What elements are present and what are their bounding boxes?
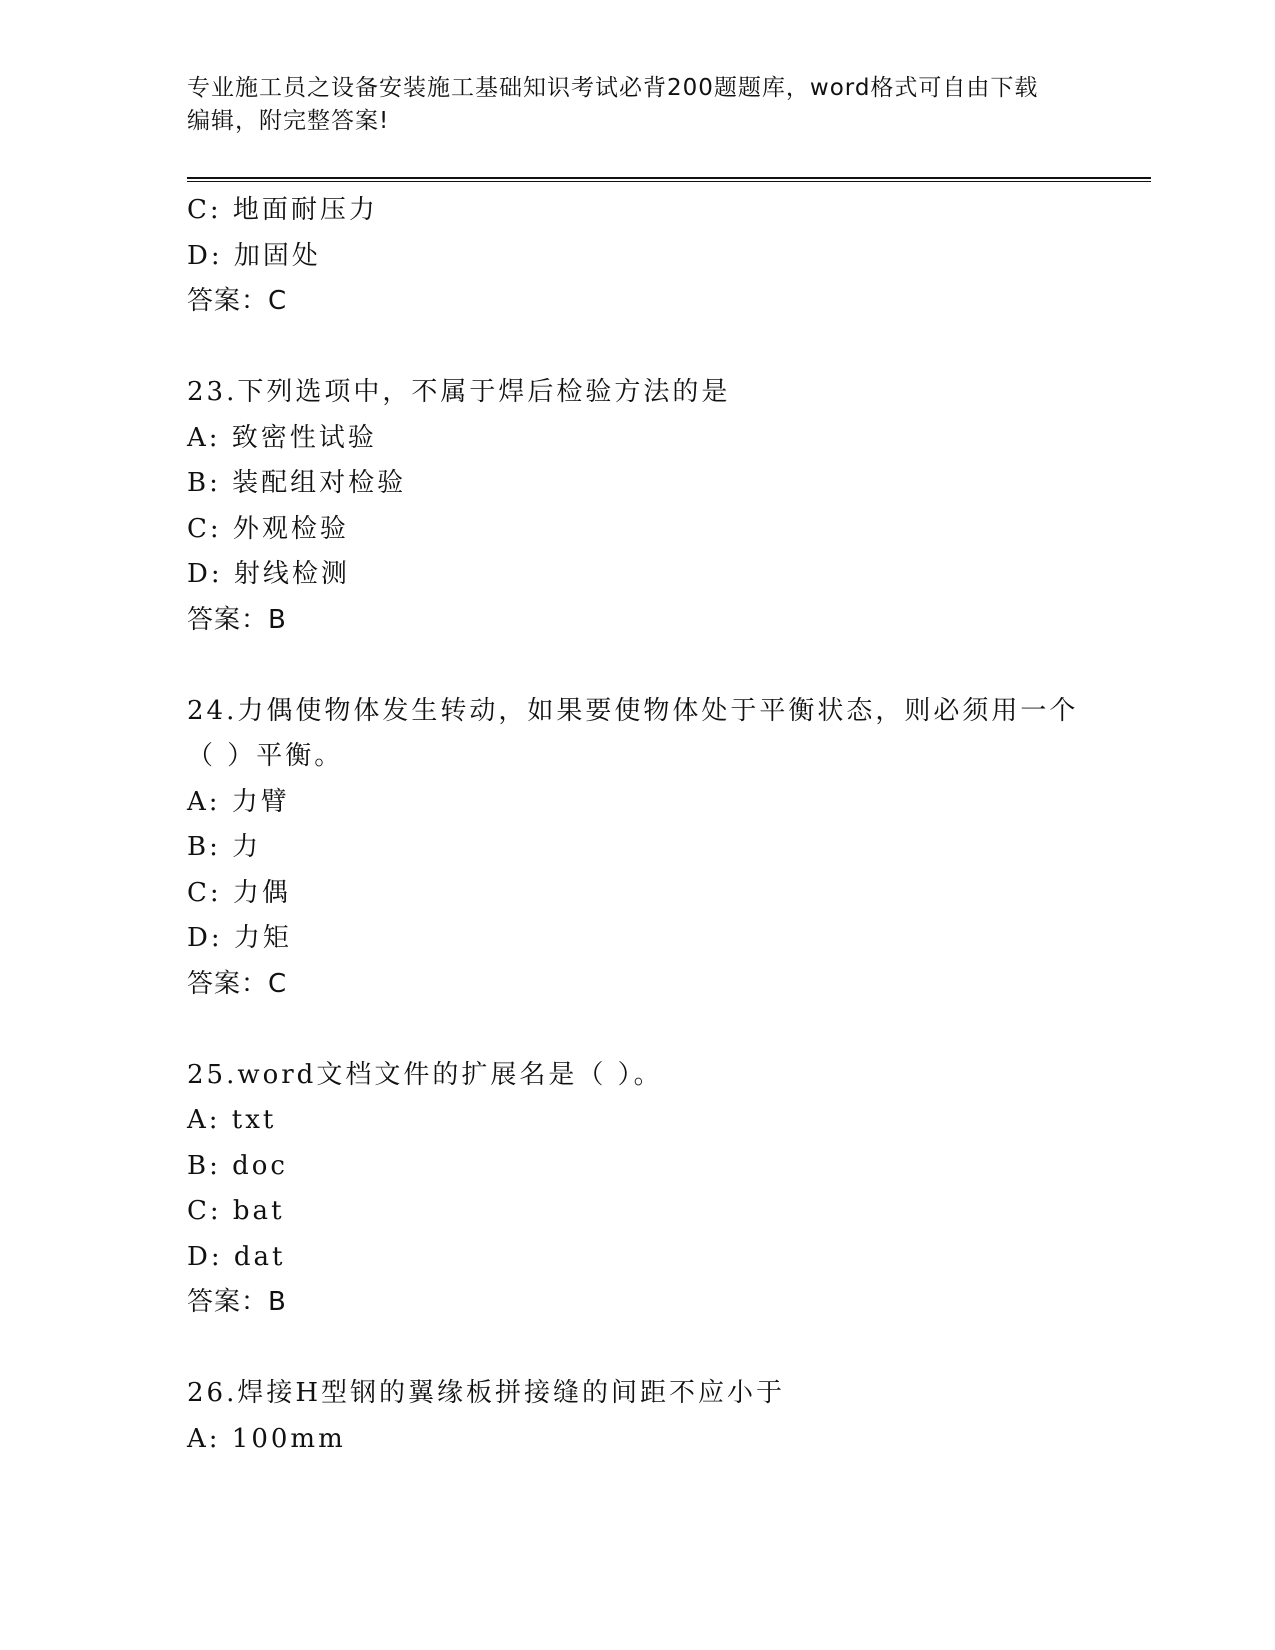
answer-line: 答案：C: [187, 968, 288, 999]
option-item: A: 100mm: [187, 1423, 346, 1454]
option-item: B: 装配组对检验: [187, 468, 407, 498]
question-block: [187, 370, 1107, 643]
option-item: C: 地面耐压力: [187, 195, 378, 225]
question-stem: 26.焊接H型钢的翼缘板拼接缝的间距不应小于: [187, 1378, 786, 1408]
option-item: A: 力臂: [187, 786, 290, 817]
option-item: D: dat: [187, 1241, 286, 1272]
document-header: [187, 72, 1087, 138]
question-stem-continued: （ ）平衡。: [187, 741, 344, 771]
option-item: D: 射线检测: [187, 559, 350, 589]
question-stem: 24.力偶使物体发生转动，如果要使物体处于平衡状态，则必须用一个: [187, 695, 1079, 726]
question-block: [187, 1371, 1107, 1462]
question-block: [187, 689, 1107, 1008]
option-item: D: 加固处: [187, 240, 321, 271]
option-item: C: bat: [187, 1196, 285, 1226]
spacer: [187, 325, 1107, 371]
option-item: C: 力偶: [187, 877, 291, 908]
question-stem: 23.下列选项中，不属于焊后检验方法的是: [187, 377, 731, 407]
option-item: B: 力: [187, 832, 262, 862]
header-rule-thin: [187, 181, 1151, 182]
answer-line: 答案：C: [187, 286, 288, 316]
header-line-1: 专业施工员之设备安装施工基础知识考试必背200题题库，word格式可自由下载: [187, 75, 1039, 101]
question-stem: 25.word文档文件的扩展名是（ ）。: [187, 1059, 663, 1090]
option-item: A: 致密性试验: [187, 422, 377, 453]
spacer: [187, 643, 1107, 689]
spacer: [187, 1326, 1107, 1372]
option-item: A: txt: [187, 1105, 277, 1135]
header-line-2: 编辑，附完整答案!: [187, 108, 390, 134]
document-body: [187, 188, 1107, 1462]
answer-line: 答案：B: [187, 604, 287, 635]
header-rule: [187, 177, 1151, 179]
question-block: [187, 1053, 1107, 1326]
option-item: D: 力矩: [187, 923, 292, 953]
option-item: C: 外观检验: [187, 513, 349, 544]
carryover-block: [187, 188, 1107, 325]
option-item: B: doc: [187, 1150, 288, 1181]
answer-line: 答案：B: [187, 1287, 287, 1317]
spacer: [187, 1007, 1107, 1053]
